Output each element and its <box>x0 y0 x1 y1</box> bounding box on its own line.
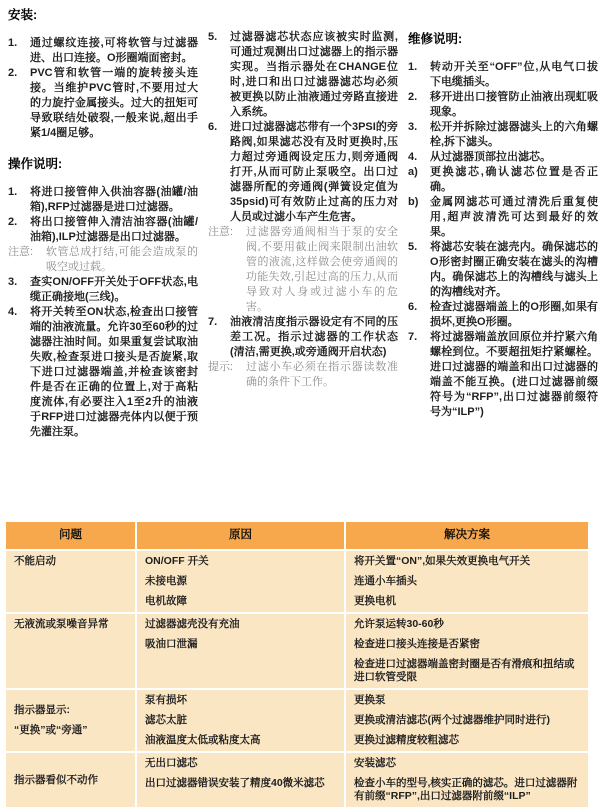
cell-line: 指示器显示: <box>14 704 70 716</box>
section-heading-install: 安装: <box>8 8 38 22</box>
item-text: 更换滤芯,确认滤芯位置是否正确。 <box>430 166 598 193</box>
item-number: 2. <box>408 91 418 103</box>
item-number: 3. <box>8 276 18 288</box>
list-item <box>208 120 398 225</box>
cell-line: 更换电机 <box>354 595 396 607</box>
table-cell-solution <box>346 753 588 807</box>
table-cell-solution <box>346 614 588 688</box>
list-item <box>8 36 198 66</box>
doc-column-left <box>8 8 198 440</box>
item-number: 3. <box>408 121 418 133</box>
cell-line: 检查进口接头连接是否紧密 <box>354 638 480 650</box>
cell-line: 指示器看似不动作 <box>14 773 98 786</box>
note-item <box>208 225 398 315</box>
table-header-solution: 解决方案 <box>346 522 588 549</box>
table-cell-solution <box>346 551 588 612</box>
table-cell-problem <box>6 690 135 751</box>
table-cell-problem <box>6 614 135 688</box>
table-cell-solution <box>346 690 588 751</box>
item-number: 7. <box>208 316 218 328</box>
item-number: 1. <box>8 186 18 198</box>
cell-line: 油液温度太低或粘度太高 <box>145 734 261 746</box>
cell-line: 更换过滤精度较粗滤芯 <box>354 734 459 746</box>
list-item <box>8 275 198 305</box>
cell-line: ON/OFF 开关 <box>145 555 209 567</box>
table-cell-cause <box>137 551 344 612</box>
list-item <box>208 315 398 360</box>
list-item <box>408 60 598 90</box>
item-number: 6. <box>408 301 418 313</box>
list-item <box>208 30 398 120</box>
item-text: 将过滤器端盖放回原位并拧紧六角螺栓到位。不要超扭矩拧紧螺栓。进口过滤器的端盖和出口过滤器的端盖不能互换。(进口过滤器前缀符号为“RFP”,出口过滤器前缀符号为“ILP”) <box>430 331 598 418</box>
item-letter: a) <box>408 166 418 178</box>
tip-item <box>208 360 398 390</box>
tip-text: 过滤小车必须在指示器读数准确的条件下工作。 <box>246 361 398 388</box>
cell-line: 电机故障 <box>145 595 187 607</box>
table-cell-problem <box>6 753 135 807</box>
doc-column-middle <box>208 30 398 390</box>
cell-line: 更换或清洁滤芯(两个过滤器维护同时进行) <box>354 714 550 726</box>
table-cell-cause <box>137 690 344 751</box>
list-item <box>408 90 598 120</box>
list-item <box>8 185 198 215</box>
item-text: 金属网滤芯可通过清洗后重复使用,超声波清洗可达到最好的效果。 <box>430 196 598 238</box>
item-number: 6. <box>208 121 218 133</box>
item-text: 松开并拆除过滤器滤头上的六角螺栓,拆下滤头。 <box>430 121 598 148</box>
table-header-problem: 问题 <box>6 522 135 549</box>
cell-line: 无出口滤芯 <box>145 757 198 769</box>
cell-line: 更换泵 <box>354 694 386 706</box>
list-item <box>408 300 598 330</box>
table-cell-cause <box>137 753 344 807</box>
cell-line: “更换”或“旁通” <box>14 724 88 736</box>
list-item <box>408 150 598 165</box>
cell-line: 过滤器滤壳没有充油 <box>145 618 240 630</box>
section-heading-maintenance: 维修说明: <box>408 32 463 46</box>
note-label: 注意: <box>208 226 234 238</box>
sub-list-item <box>408 165 598 195</box>
item-number: 7. <box>408 331 418 343</box>
cell-line: 未接电源 <box>145 575 187 587</box>
note-item <box>8 245 198 275</box>
item-number: 2. <box>8 67 18 79</box>
list-item <box>408 240 598 300</box>
item-text: 从过滤器顶部拉出滤芯。 <box>430 151 551 163</box>
item-number: 1. <box>408 61 418 73</box>
item-number: 5. <box>408 241 418 253</box>
item-text: 将滤芯安装在滤壳内。确保滤芯的O形密封圈正确安装在滤头的沟槽内。确保滤芯上的沟槽线与滤头上的沟槽线对齐。 <box>430 241 598 298</box>
list-item <box>8 305 198 440</box>
cell-line: 连通小车插头 <box>354 575 417 587</box>
table-header-cause: 原因 <box>137 522 344 549</box>
item-text: 通过螺纹连接,可将软管与过滤器进、出口连接。O形圈端面密封。 <box>30 37 198 64</box>
item-number: 5. <box>208 31 218 43</box>
item-text: 过滤器滤芯状态应该被实时监测,可通过观测出口过滤器上的指示器实现。当指示器处在CHANGE位时,进口和出口过滤器滤芯均必须被更换以防止油液通过旁路直接进入系统。 <box>230 31 398 118</box>
item-text: 检查过滤器端盖上的O形圈,如果有损坏,更换O形圈。 <box>430 301 598 328</box>
item-number: 1. <box>8 37 18 49</box>
list-item <box>8 66 198 141</box>
note-text: 过滤器旁通阀相当于泵的安全阀,不要用截止阀来限制出油软管的液流,这样做会使旁通阀的功能失效,引起过高的压力,从而导致对人身或过滤小车的危害。 <box>246 226 398 313</box>
item-text: 将进口接管伸入供油容器(油罐/油箱),RFP过滤器是进口过滤器。 <box>30 186 198 213</box>
list-item <box>408 330 598 420</box>
item-number: 4. <box>8 306 18 318</box>
cell-line: 滤芯太脏 <box>145 714 187 726</box>
item-text: 将出口接管伸入清洁油容器(油罐/油箱),ILP过滤器是出口过滤器。 <box>30 216 198 243</box>
troubleshooting-table <box>6 522 588 807</box>
table-cell-problem <box>6 551 135 612</box>
cell-line: 允许泵运转30-60秒 <box>354 618 444 630</box>
sub-list-item <box>408 195 598 240</box>
item-text: 进口过滤器滤芯带有一个3PSI的旁路阀,如果滤芯没有及时更换时,压力超过旁通阀设定压力,则旁通阀打开,从而可防止泵吸空。出口过滤器所配的旁通阀(弹簧设定值为35psid)可有效防止过高的压力对人员或过滤小车产生危害。 <box>230 121 398 223</box>
list-item <box>408 120 598 150</box>
cell-line: 将开关置“ON”,如果失效更换电气开关 <box>354 555 531 567</box>
item-number: 4. <box>408 151 418 163</box>
cell-line: 无液流或泵噪音异常 <box>14 618 109 630</box>
doc-column-right <box>408 32 598 420</box>
item-text: PVC管和软管一端的旋转接头连接。当维护PVC管时,不要用过大的力旋拧金属接头。过大的扭矩可导致联结处破裂,一般来说,超出手紧1/4圈足够。 <box>30 67 198 139</box>
cell-line: 安装滤芯 <box>354 757 396 769</box>
cell-line: 不能启动 <box>14 555 56 567</box>
item-text: 转动开关至“OFF”位,从电气口拔下电缆插头。 <box>430 61 598 88</box>
item-number: 2. <box>8 216 18 228</box>
cell-line: 泵有损坏 <box>145 694 187 706</box>
section-heading-operation: 操作说明: <box>8 157 63 171</box>
cell-line: 检查小车的型号,核实正确的滤芯。进口过滤器附有前缀“RFP”,出口过滤器附前缀“ILP” <box>354 777 578 802</box>
item-text: 查实ON/OFF开关处于OFF状态,电缆正确接地(三线)。 <box>30 276 198 303</box>
item-text: 油液清洁度指示器设定有不同的压差工况。指示过滤器的工作状态(清洁,需更换,或旁通阀开启状态) <box>230 316 398 358</box>
cell-line: 吸油口泄漏 <box>145 638 198 650</box>
table-cell-cause <box>137 614 344 688</box>
list-item <box>8 215 198 245</box>
item-letter: b) <box>408 196 419 208</box>
cell-line: 出口过滤器错误安装了精度40微米滤芯 <box>145 777 325 789</box>
cell-line: 检查进口过滤器端盖密封圈是否有滑痕和扭结或进口软管受限 <box>354 658 575 683</box>
note-label: 注意: <box>8 246 34 258</box>
note-text: 软管总成打结,可能会造成泵的吸空或过载。 <box>46 246 198 273</box>
tip-label: 提示: <box>208 361 234 373</box>
item-text: 将开关转至ON状态,检查出口接管端的油液流量。允许30至60秒的过滤器注油时间。如果重复尝试取油失败,检查泵进口接头是否旋紧,取下进口过滤器端盖,并检查该密封件是否在正确的位置上,对于高粘度流体,有必要注入1至2升的油液于RFP进口过滤器壳体内以便于预先灌注泵。 <box>30 306 198 438</box>
item-text: 移开进出口接管防止油液出现虹吸现象。 <box>430 91 598 118</box>
